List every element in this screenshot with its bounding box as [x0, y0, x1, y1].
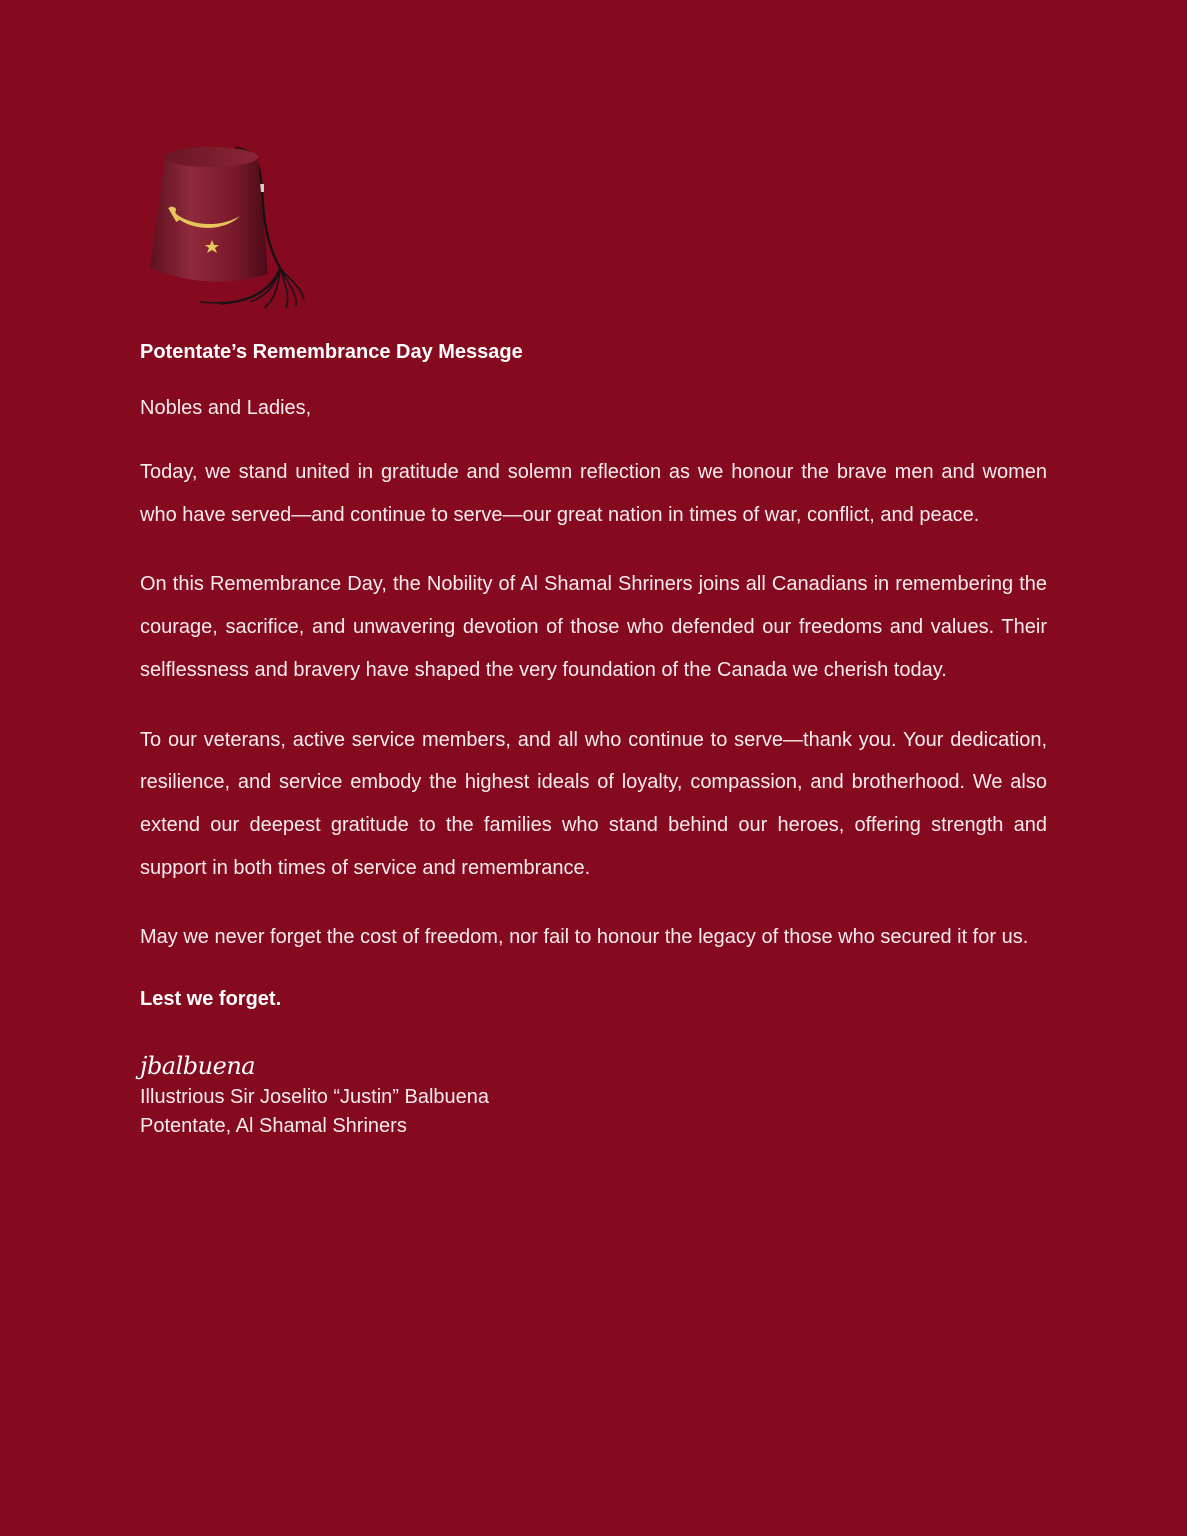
paragraph-3: To our veterans, active service members, and all who continue to serve—thank you. Your dedication, resilience, and service embody the highest ideals of loyalty, compassion, and brotherhood. We also extend our deepest gratitude to the families who stand behind our heroes, offering strength and support in both times of service and remembrance.	[140, 728, 1047, 879]
paragraph-1: Today, we stand united in gratitude and solemn reflection as we honour the brave men and women who have served—and continue to serve—our great nation in times of war, conflict, and peace.	[140, 461, 1047, 526]
closing-line: Lest we forget.	[140, 988, 282, 1011]
signer-title: Potentate, Al Shamal Shriners	[140, 1115, 407, 1138]
letter-body	[140, 336, 1047, 1141]
paragraph-2: On this Remembrance Day, the Nobility of Al Shamal Shriners joins all Canadians in remembering the courage, sacrifice, and unwavering devotion of those who defended our freedoms and values. Their selflessness and bravery have shaped the very foundation of the Canada we cherish today.	[140, 573, 1047, 681]
fez-icon	[140, 136, 310, 316]
paragraph-4: May we never forget the cost of freedom, nor fail to honour the legacy of those who secured it for us.	[140, 926, 1029, 949]
signature: jbalbuena	[140, 1052, 256, 1081]
salutation: Nobles and Ladies,	[140, 397, 312, 419]
signer-name: Illustrious Sir Joselito “Justin” Balbuena	[140, 1086, 490, 1109]
letter-title: Potentate’s Remembrance Day Message	[140, 341, 523, 363]
